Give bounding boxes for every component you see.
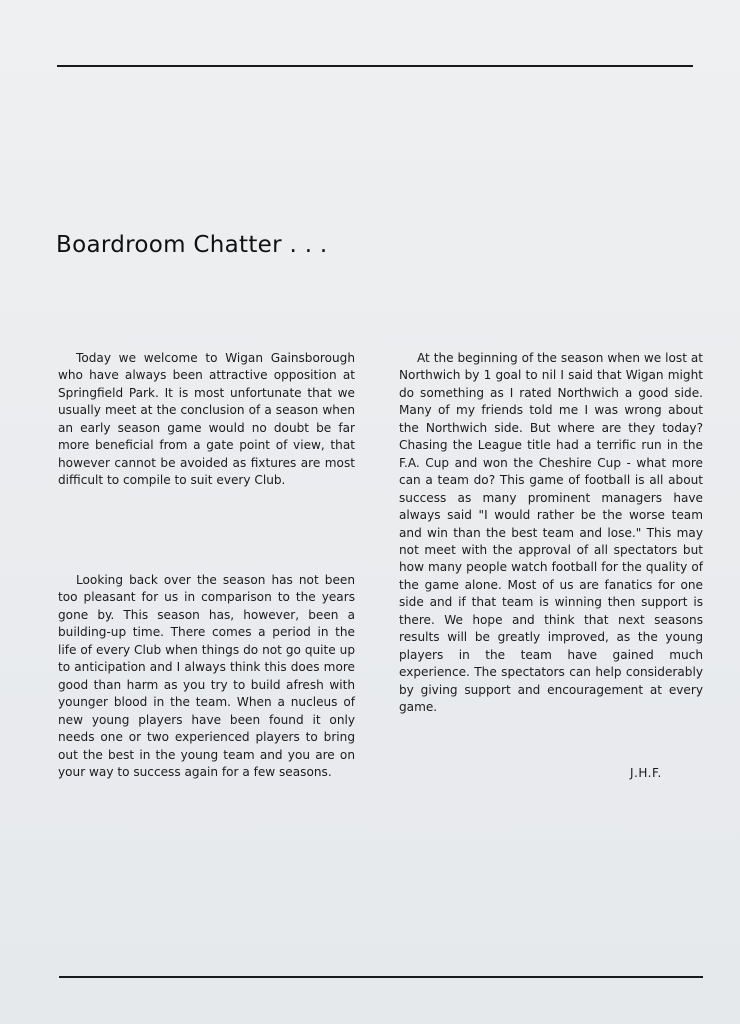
paragraph-looking-back: Looking back over the season has not been too pleasant for us in comparison to the years gone by. This season has, however, been a building-up time. There comes a period in the life of every Club when things do not go quite up to anticipation and I always think this does more good than harm as you try to build afresh with younger blood in the team. When a nucleus of new young players have been found it only needs one or two experienced players to bring out the best in the young team and you are on your way to success again for a few seasons. (58, 573, 355, 779)
paragraph-welcome: Today we welcome to Wigan Gainsborough who have always been attractive opposition at Springfield Park. It is most unfortunate that we usually meet at the conclusion of a season when an early season game would no doubt be far more beneficial from a gate point of view, that however cannot be avoided as fixtures are most difficult to compile to suit every Club. (58, 351, 355, 488)
bottom-rule (59, 976, 703, 978)
right-column (399, 350, 703, 717)
author-signature: J.H.F. (630, 766, 662, 780)
paragraph-northwich: At the beginning of the season when we lost at Northwich by 1 goal to nil I said that Wigan might do something as I rated Northwich a good side. Many of my friends told me I was wrong about the Northwich side. But where are they today? Chasing the League title had a terrific run in the F.A. Cup and won the Cheshire Cup - what more can a team do? This game of football is all about success as many prominent managers have always said "I would rather be the worse team and win than the best team and lose." This may not meet with the approval of all spectators but how many people watch football for the quality of the game alone. Most of us are fanatics for one side and if that team is winning then support is there. We hope and think that next seasons results will be greatly improved, as the young players in the team have gained much experience. The spectators can help considerably by giving support and encouragement at every game. (399, 351, 703, 715)
top-rule (57, 65, 693, 67)
article-title: Boardroom Chatter . . . (56, 232, 328, 258)
